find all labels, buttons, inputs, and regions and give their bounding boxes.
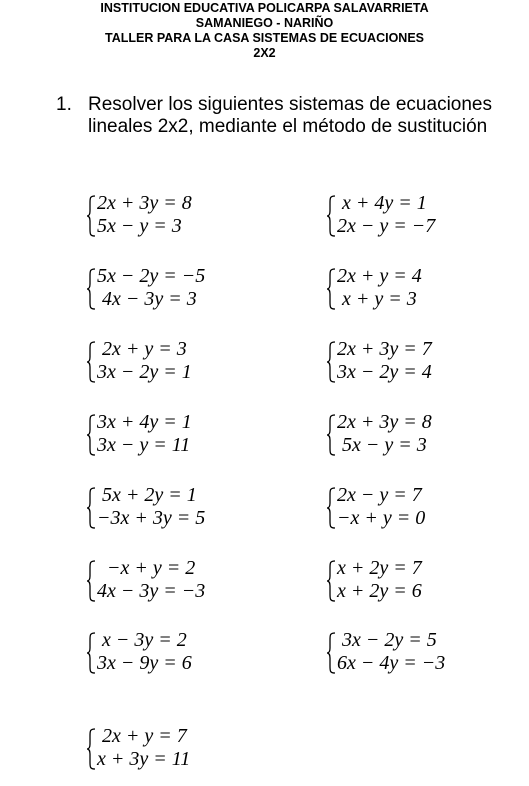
equation-2: 2x − y = −7 — [337, 215, 436, 237]
brace-icon — [326, 632, 336, 674]
brace-icon — [326, 560, 336, 602]
equation-1: 2x + y = 7 — [97, 725, 187, 747]
equation-2: 5x − y = 3 — [337, 434, 427, 456]
workshop-title: TALLER PARA LA CASA SISTEMAS DE ECUACIONES — [105, 31, 424, 45]
equation-1: 2x + 3y = 8 — [97, 192, 192, 214]
equation-2: 4x − 3y = 3 — [97, 288, 197, 310]
institution-name: INSTITUCION EDUCATIVA POLICARPA SALAVARRIETA — [100, 1, 429, 15]
equation-1: x + 4y = 1 — [337, 192, 427, 214]
brace-icon — [326, 268, 336, 310]
equation-2: 3x − y = 11 — [97, 434, 191, 456]
brace-icon — [86, 268, 96, 310]
document-header — [0, 1, 529, 61]
equation-2: 5x − y = 3 — [97, 215, 182, 237]
location: SAMANIEGO - NARIÑO — [195, 16, 334, 30]
brace-icon — [326, 414, 336, 456]
equation-1: 2x + 3y = 7 — [337, 338, 432, 360]
equation-1: 2x + y = 4 — [337, 265, 422, 287]
equation-1: 3x + 4y = 1 — [97, 411, 192, 433]
brace-icon — [326, 341, 336, 383]
exercise-text: Resolver los siguientes sistemas de ecuaciones lineales 2x2, mediante el método de sustitución — [88, 94, 492, 137]
equation-2: 3x − 2y = 1 — [97, 361, 192, 383]
brace-icon — [86, 195, 96, 237]
brace-icon — [326, 487, 336, 529]
brace-icon — [86, 414, 96, 456]
equation-2: 4x − 3y = −3 — [97, 580, 206, 602]
equation-1: 5x + 2y = 1 — [97, 484, 197, 506]
equation-1: x − 3y = 2 — [97, 629, 187, 651]
equation-2: 3x − 2y = 4 — [337, 361, 432, 383]
equation-1: x + 2y = 7 — [337, 557, 422, 579]
equation-1: 2x + y = 3 — [97, 338, 187, 360]
equation-2: x + 2y = 6 — [337, 580, 422, 602]
brace-icon — [86, 728, 96, 770]
equation-2: −3x + 3y = 5 — [97, 507, 206, 529]
equation-1: 2x − y = 7 — [337, 484, 422, 506]
workshop-subtitle: 2X2 — [253, 46, 276, 60]
brace-icon — [86, 560, 96, 602]
equation-2: 3x − 9y = 6 — [97, 652, 192, 674]
brace-icon — [86, 632, 96, 674]
equation-2: −x + y = 0 — [337, 507, 426, 529]
brace-icon — [86, 341, 96, 383]
equation-1: 2x + 3y = 8 — [337, 411, 432, 433]
equation-2: x + y = 3 — [337, 288, 417, 310]
brace-icon — [326, 195, 336, 237]
equation-1: 3x − 2y = 5 — [337, 629, 437, 651]
equation-2: 6x − 4y = −3 — [337, 652, 446, 674]
exercise-instruction — [56, 94, 492, 138]
equation-1: −x + y = 2 — [97, 557, 196, 579]
exercise-number: 1. — [56, 94, 72, 115]
equation-2: x + 3y = 11 — [97, 748, 191, 770]
brace-icon — [86, 487, 96, 529]
equation-1: 5x − 2y = −5 — [97, 265, 206, 287]
